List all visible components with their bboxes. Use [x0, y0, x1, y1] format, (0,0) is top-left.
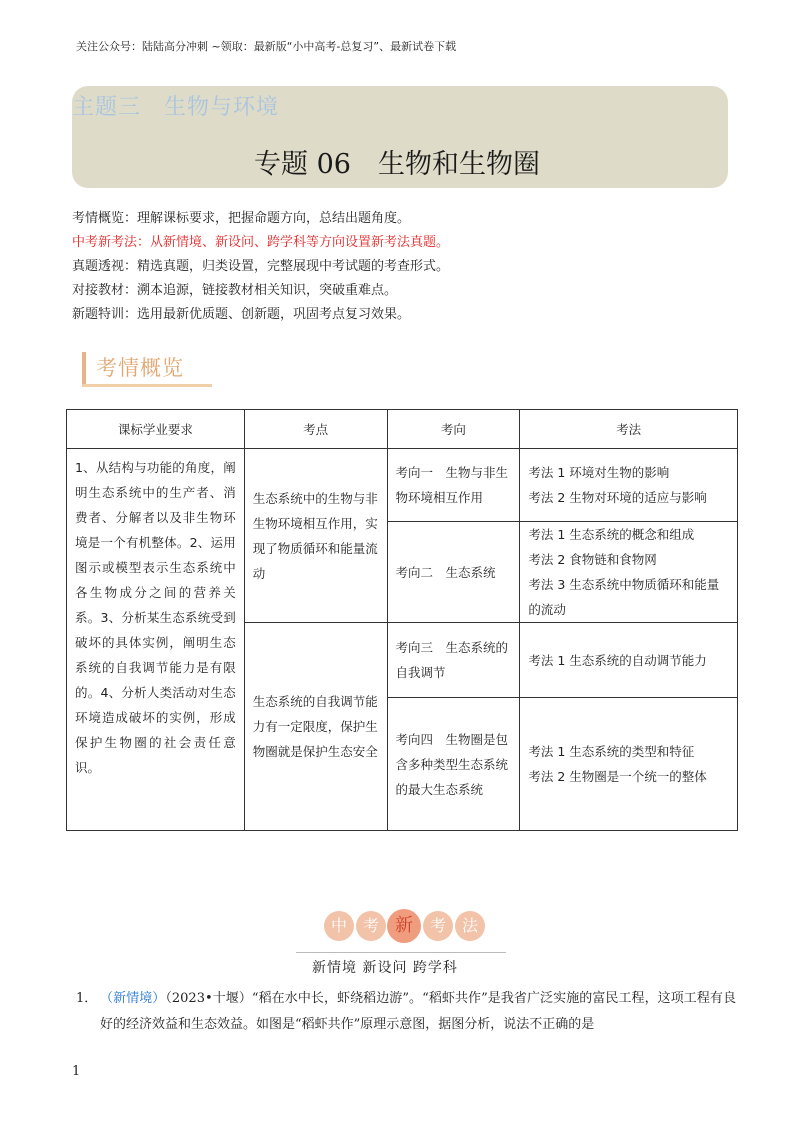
intro-line-highlight: 中考新考法：从新情境、新设问、跨学科等方向设置新考法真题。: [72, 235, 450, 250]
topic-banner: [72, 86, 728, 188]
question-text: （2023•十堰）“稻在水中长，虾绕稻边游”。“稻虾共作”是我省广泛实施的富民工程，这项工程有良好的经济效益和生态效益。如图是“稻虾共作”原理示意图，据图分析，说法不正确的是: [100, 991, 736, 1032]
top-note: 关注公众号：陆陆高分冲刺 ~领取：最新版“小中高考-总复习”、最新试卷下载: [76, 40, 457, 53]
logo-char: 中: [324, 911, 354, 941]
logo-char: 法: [455, 911, 485, 941]
section-heading: [72, 350, 242, 390]
kaofa-item: 考法 1 生态系统的概念和组成: [528, 527, 695, 542]
intro-line: 对接教材：溯本追源，链接教材相关知识，突破重难点。: [72, 283, 398, 298]
intro-line: 考情概览：理解课标要求，把握命题方向，总结出题角度。: [72, 211, 411, 226]
kaoxiang-cell: 考向二 生态系统: [387, 522, 520, 623]
logo-char: 考: [356, 911, 386, 941]
kaoxiang-cell: 考向四 生物圈是包含多种类型生态系统的最大生态系统: [387, 698, 520, 831]
logo-caption: 新情境 新设问 跨学科: [312, 960, 458, 976]
topic-subtitle: 主题三 生物与环境: [72, 95, 280, 120]
kaofa-item: 考法 1 生态系统的类型和特征: [528, 744, 695, 759]
kaofa-item: 考法 2 生物圈是一个统一的整体: [528, 769, 707, 784]
kaodian-cell: 生态系统的自我调节能力有一定限度，保护生物圈就是保护生态安全: [244, 623, 387, 831]
intro-list: [72, 207, 449, 327]
kaofa-cell: [520, 522, 738, 623]
kaoxiang-cell: 考向三 生态系统的自我调节: [387, 623, 520, 698]
header-kaofa: 考法: [520, 410, 738, 449]
requirements-cell: 1、从结构与功能的角度，阐明生态系统中的生产者、消费者、分解者以及非生物环境是一个有机整体。2、运用图示或模型表示生态系统中各生物成分之间的营养关系。3、分析某生态系统受到破坏的具体实例，阐明生态系统的自我调节能力是有限的。4、分析人类活动对生态环境造成破坏的实例，形成保护生物圈的社会责任意识。: [67, 449, 245, 831]
table-row: [67, 449, 738, 522]
logo-char: 考: [423, 911, 453, 941]
intro-line: 新题特训：选用最新优质题、创新题，巩固考点复习效果。: [72, 307, 411, 322]
heading-underline: [82, 384, 212, 387]
heading-accent-bar: [82, 352, 86, 384]
new-method-logo: [324, 911, 484, 945]
kaofa-item: 考法 1 生态系统的自动调节能力: [528, 652, 707, 668]
intro-line: 真题透视：精选真题，归类设置，完整展现中考试题的考查形式。: [72, 259, 450, 274]
logo-char-highlight: 新: [387, 909, 421, 943]
kaofa-item: 考法 1 环境对生物的影响: [528, 465, 670, 480]
kaofa-cell: [520, 698, 738, 831]
kaofa-item: 考法 2 生物对环境的适应与影响: [528, 490, 707, 505]
question-1: [76, 986, 736, 1038]
header-kaodian: 考点: [244, 410, 387, 449]
table-header-row: [67, 410, 738, 449]
question-number: 1．: [76, 991, 98, 1006]
section-heading-text: 考情概览: [96, 356, 184, 380]
question-tag: （新情境）: [100, 991, 166, 1006]
kaodian-cell: 生态系统中的生物与非生物环境相互作用，实现了物质循环和能量流动: [244, 449, 387, 623]
topic-title: 专题 06 生物和生物圈: [254, 149, 540, 180]
exam-overview-table: [66, 409, 738, 831]
page-number: 1: [72, 1064, 81, 1079]
kaofa-item: 考法 3 生态系统中物质循环和能量的流动: [528, 577, 720, 617]
kaofa-cell: [520, 449, 738, 522]
header-requirements: 课标学业要求: [67, 410, 245, 449]
kaofa-item: 考法 2 食物链和食物网: [528, 552, 657, 567]
header-kaoxiang: 考向: [387, 410, 520, 449]
logo-divider: [296, 952, 506, 953]
kaoxiang-cell: 考向一 生物与非生物环境相互作用: [387, 449, 520, 522]
kaofa-cell: [520, 623, 738, 698]
question-body: [100, 986, 736, 1038]
